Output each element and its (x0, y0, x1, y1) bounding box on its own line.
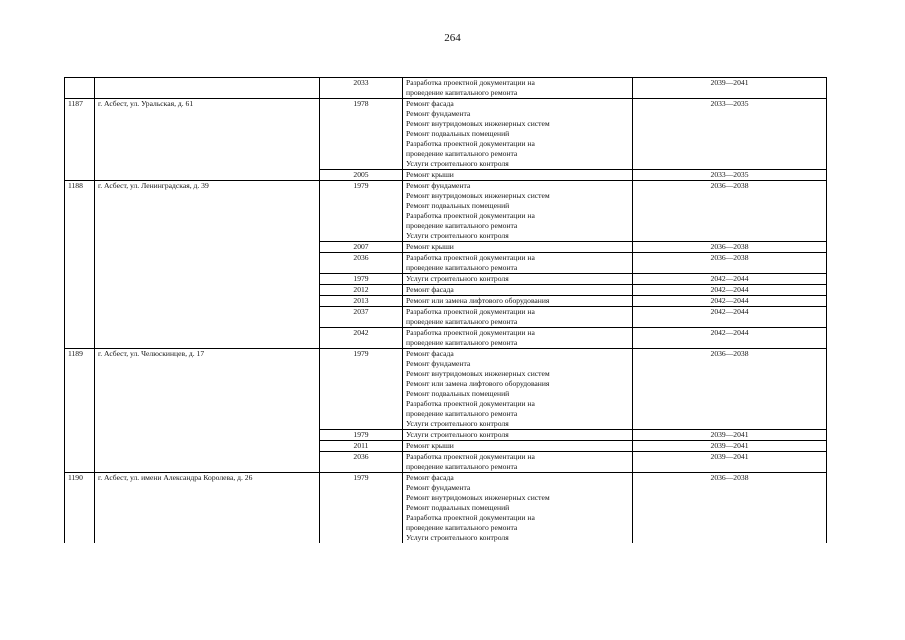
works-cell: Разработка проектной документации на проведение капитального ремонта (403, 253, 633, 274)
year-cell: 2037 (320, 307, 403, 328)
capital-repair-schedule-table (64, 77, 827, 543)
works-cell: Ремонт фасада Ремонт фундамента Ремонт внутридомовых инженерных систем Ремонт или замена лифтового оборудования Ремонт подвальных помещений Разработка проектной документации на проведение капитального ремонта Услуги строительного контроля (403, 349, 633, 430)
works-cell: Ремонт фасада Ремонт фундамента Ремонт внутридомовых инженерных систем Ремонт подвальных помещений Разработка проектной документации на проведение капитального ремонта Услуги строительного контроля (403, 473, 633, 544)
works-cell: Разработка проектной документации на проведение капитального ремонта (403, 307, 633, 328)
address-cell: г. Асбест, ул. Челюскинцев, д. 17 (95, 349, 320, 473)
period-cell: 2039—2041 (633, 78, 827, 99)
row-number-cell: 1189 (65, 349, 95, 473)
year-cell: 2033 (320, 78, 403, 99)
period-cell: 2036—2038 (633, 473, 827, 544)
works-cell: Ремонт или замена лифтового оборудования (403, 296, 633, 307)
year-cell: 2011 (320, 441, 403, 452)
works-cell: Ремонт крыши (403, 242, 633, 253)
works-cell: Разработка проектной документации на проведение капитального ремонта (403, 328, 633, 349)
period-cell: 2039—2041 (633, 452, 827, 473)
table-row (65, 78, 827, 99)
works-cell: Ремонт фасада Ремонт фундамента Ремонт внутридомовых инженерных систем Ремонт подвальных помещений Разработка проектной документации на проведение капитального ремонта Услуги строительного контроля (403, 99, 633, 170)
year-cell: 1979 (320, 430, 403, 441)
works-cell: Разработка проектной документации на проведение капитального ремонта (403, 452, 633, 473)
table-row (65, 181, 827, 242)
year-cell: 1979 (320, 274, 403, 285)
year-cell: 2036 (320, 253, 403, 274)
period-cell: 2042—2044 (633, 328, 827, 349)
works-cell: Ремонт фасада (403, 285, 633, 296)
year-cell: 2036 (320, 452, 403, 473)
year-cell: 1979 (320, 181, 403, 242)
period-cell: 2033—2035 (633, 99, 827, 170)
table-row (65, 99, 827, 170)
year-cell: 2007 (320, 242, 403, 253)
table-row (65, 473, 827, 544)
address-cell: г. Асбест, ул. Ленинградская, д. 39 (95, 181, 320, 349)
year-cell: 2042 (320, 328, 403, 349)
period-cell: 2042—2044 (633, 274, 827, 285)
row-number-cell: 1187 (65, 99, 95, 181)
period-cell: 2042—2044 (633, 285, 827, 296)
year-cell: 2012 (320, 285, 403, 296)
works-cell: Услуги строительного контроля (403, 274, 633, 285)
period-cell: 2036—2038 (633, 253, 827, 274)
period-cell: 2033—2035 (633, 170, 827, 181)
period-cell: 2036—2038 (633, 349, 827, 430)
row-number-cell (65, 78, 95, 99)
table-row (65, 349, 827, 430)
year-cell: 1979 (320, 349, 403, 430)
year-cell: 1979 (320, 473, 403, 544)
page-number: 264 (444, 32, 461, 44)
works-cell: Ремонт фундамента Ремонт внутридомовых инженерных систем Ремонт подвальных помещений Разработка проектной документации на проведение капитального ремонта Услуги строительного контроля (403, 181, 633, 242)
address-cell (95, 78, 320, 99)
year-cell: 2005 (320, 170, 403, 181)
period-cell: 2036—2038 (633, 181, 827, 242)
period-cell: 2039—2041 (633, 441, 827, 452)
works-cell: Разработка проектной документации на проведение капитального ремонта (403, 78, 633, 99)
works-cell: Ремонт крыши (403, 441, 633, 452)
period-cell: 2036—2038 (633, 242, 827, 253)
works-cell: Услуги строительного контроля (403, 430, 633, 441)
address-cell: г. Асбест, ул. Уральская, д. 61 (95, 99, 320, 181)
address-cell: г. Асбест, ул. имени Александра Королева, д. 26 (95, 473, 320, 544)
period-cell: 2039—2041 (633, 430, 827, 441)
year-cell: 1978 (320, 99, 403, 170)
period-cell: 2042—2044 (633, 307, 827, 328)
period-cell: 2042—2044 (633, 296, 827, 307)
row-number-cell: 1188 (65, 181, 95, 349)
works-cell: Ремонт крыши (403, 170, 633, 181)
row-number-cell: 1190 (65, 473, 95, 544)
year-cell: 2013 (320, 296, 403, 307)
